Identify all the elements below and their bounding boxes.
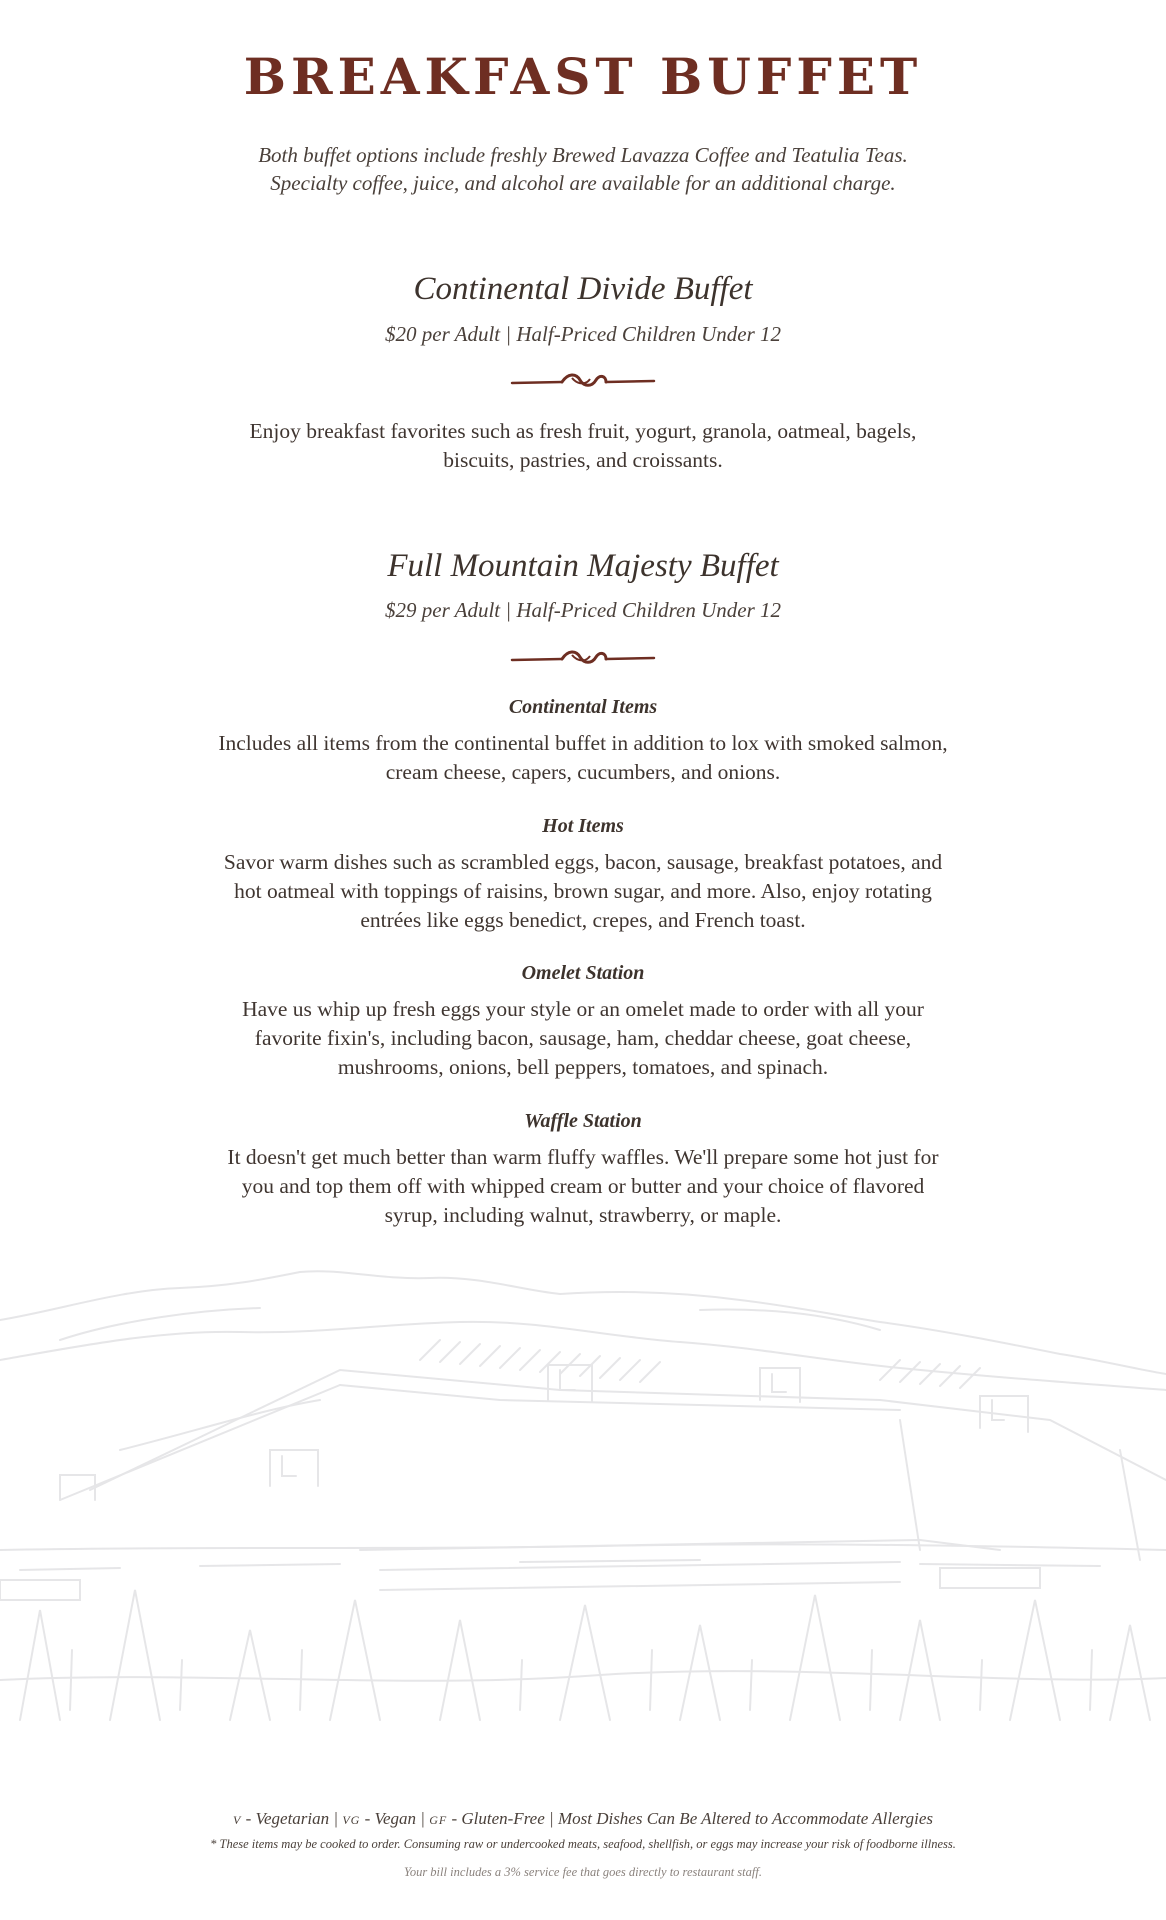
intro-line-1: Both buffet options include freshly Brewed Lavazza Coffee and Teatulia Teas. — [258, 143, 908, 167]
intro-text — [183, 141, 983, 197]
section-title-hot-items: Hot Items — [542, 815, 624, 837]
dietary-legend — [83, 1808, 1083, 1831]
vegan-label: - Vegan | — [360, 1809, 430, 1828]
gluten-free-code: GF — [429, 1813, 448, 1827]
service-fee-note: Your bill includes a 3% service fee that goes directly to restaurant staff. — [404, 1865, 762, 1879]
continental-buffet-title: Continental Divide Buffet — [413, 271, 753, 307]
ornament-divider-icon — [510, 371, 656, 391]
continental-description: Enjoy breakfast favorites such as fresh fruit, yogurt, granola, oatmeal, bagels, biscuits, pastries, and croissants. — [249, 419, 917, 472]
section-title-waffle-station: Waffle Station — [524, 1110, 642, 1132]
section-text-continental-items: Includes all items from the continental buffet in addition to lox with smoked salmon, cream cheese, capers, cucumbers, and onions. — [218, 731, 948, 784]
intro-line-2: Specialty coffee, juice, and alcohol are available for an additional charge. — [270, 171, 896, 195]
gluten-free-label: - Gluten-Free | Most Dishes Can Be Altered to Accommodate Allergies — [447, 1809, 933, 1828]
vegan-code: VG — [342, 1813, 361, 1827]
full-buffet-price: $29 per Adult | Half-Priced Children Under 12 — [385, 598, 781, 622]
continental-buffet-price: $20 per Adult | Half-Priced Children Under 12 — [385, 322, 781, 346]
section-text-hot-items: Savor warm dishes such as scrambled eggs, bacon, sausage, breakfast potatoes, and hot oatmeal with toppings of raisins, brown sugar, and more. Also, enjoy rotating entrées like eggs benedict, crepes, and French toast. — [223, 850, 943, 932]
full-buffet-title: Full Mountain Majesty Buffet — [387, 548, 779, 584]
vegetarian-code: V — [232, 1813, 242, 1827]
page-title: BREAKFAST BUFFET — [243, 47, 923, 106]
section-text-omelet-station: Have us whip up fresh eggs your style or an omelet made to order with all your favorite fixin's, including bacon, sausage, ham, cheddar cheese, goat cheese, mushrooms, onions, bell peppers, tomatoes, and spinach. — [242, 997, 924, 1079]
section-title-omelet-station: Omelet Station — [521, 962, 645, 984]
ornament-divider-icon — [510, 648, 656, 668]
vegetarian-label: - Vegetarian | — [241, 1809, 343, 1828]
lodge-sketch-illustration — [0, 1250, 1166, 1740]
food-safety-notice: * These items may be cooked to order. Consuming raw or undercooked meats, seafood, shellfish, or eggs may increase your risk of foodborne illness. — [210, 1837, 956, 1851]
section-title-continental-items: Continental Items — [508, 696, 658, 718]
section-text-waffle-station: It doesn't get much better than warm fluffy waffles. We'll prepare some hot just for you and top them off with whipped cream or butter and your choice of flavored syrup, including walnut, strawberry, or maple. — [227, 1145, 939, 1227]
